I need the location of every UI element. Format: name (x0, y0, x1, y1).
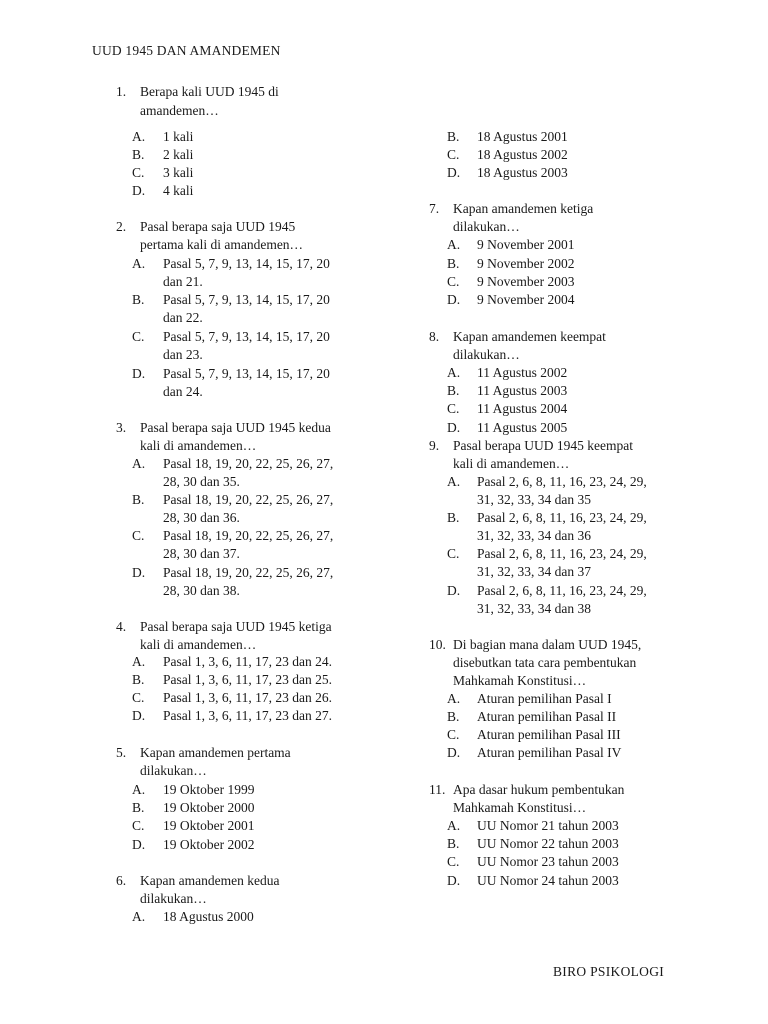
option-text: Pasal 18, 19, 20, 22, 25, 26, 27, (163, 492, 334, 507)
question-number: 8. (429, 329, 440, 344)
question-text: kali di amandemen… (140, 637, 257, 652)
option-text: 9 November 2003 (477, 274, 575, 289)
option-text: 1 kali (163, 129, 194, 144)
question-text: dilakukan… (453, 219, 520, 234)
option-letter: D. (132, 708, 146, 723)
option-text: Pasal 5, 7, 9, 13, 14, 15, 17, 20 (163, 292, 330, 307)
option-text: 31, 32, 33, 34 dan 36 (477, 528, 591, 543)
option-text: dan 22. (163, 310, 203, 325)
document-title: UUD 1945 DAN AMANDEMEN (92, 43, 281, 58)
option-text: Aturan pemilihan Pasal II (477, 709, 617, 724)
option-text: Pasal 18, 19, 20, 22, 25, 26, 27, (163, 528, 334, 543)
question-text: Mahkamah Konstitusi… (453, 800, 587, 815)
option-text: dan 23. (163, 347, 203, 362)
question-number: 7. (429, 201, 440, 216)
option-text: Pasal 2, 6, 8, 11, 16, 23, 24, 29, (477, 546, 647, 561)
option-text: Pasal 1, 3, 6, 11, 17, 23 dan 27. (163, 708, 332, 723)
option-text: 19 Oktober 2000 (163, 800, 255, 815)
option-text: Pasal 1, 3, 6, 11, 17, 23 dan 24. (163, 654, 332, 669)
question-text: Kapan amandemen keempat (453, 329, 606, 344)
option-letter: D. (447, 583, 461, 598)
option-letter: A. (447, 818, 461, 833)
option-letter: C. (447, 546, 460, 561)
option-letter: B. (447, 383, 460, 398)
option-text: 11 Agustus 2005 (477, 420, 568, 435)
question-number: 9. (429, 438, 440, 453)
option-text: 11 Agustus 2003 (477, 383, 568, 398)
option-letter: A. (447, 691, 461, 706)
question-text: kali di amandemen… (453, 456, 570, 471)
option-letter: B. (132, 147, 145, 162)
option-letter: B. (132, 492, 145, 507)
option-letter: D. (132, 183, 146, 198)
option-text: 18 Agustus 2002 (477, 147, 568, 162)
option-text: UU Nomor 23 tahun 2003 (477, 854, 619, 869)
option-text: 18 Agustus 2000 (163, 909, 254, 924)
option-text: Pasal 1, 3, 6, 11, 17, 23 dan 25. (163, 672, 332, 687)
question-text: kali di amandemen… (140, 438, 257, 453)
question-text: Di bagian mana dalam UUD 1945, (453, 637, 642, 652)
option-letter: A. (132, 782, 146, 797)
option-letter: A. (132, 456, 146, 471)
option-letter: B. (132, 292, 145, 307)
option-letter: B. (447, 836, 460, 851)
option-text: 19 Oktober 2002 (163, 837, 255, 852)
option-text: 18 Agustus 2001 (477, 129, 568, 144)
option-text: 11 Agustus 2004 (477, 401, 568, 416)
option-letter: A. (132, 129, 146, 144)
question-text: Kapan amandemen pertama (140, 745, 291, 760)
question-number: 10. (429, 637, 446, 652)
option-text: Pasal 2, 6, 8, 11, 16, 23, 24, 29, (477, 583, 647, 598)
option-letter: D. (132, 565, 146, 580)
option-letter: B. (447, 256, 460, 271)
option-letter: D. (447, 292, 461, 307)
question-number: 2. (116, 219, 127, 234)
option-text: 19 Oktober 1999 (163, 782, 255, 797)
option-letter: D. (447, 745, 461, 760)
option-text: Aturan pemilihan Pasal IV (477, 745, 622, 760)
option-text: 31, 32, 33, 34 dan 35 (477, 492, 591, 507)
option-text: Pasal 18, 19, 20, 22, 25, 26, 27, (163, 456, 334, 471)
option-letter: D. (447, 873, 461, 888)
option-text: dan 21. (163, 274, 203, 289)
option-text: Pasal 2, 6, 8, 11, 16, 23, 24, 29, (477, 474, 647, 489)
question-text: Berapa kali UUD 1945 di (140, 84, 279, 99)
option-text: Pasal 1, 3, 6, 11, 17, 23 dan 26. (163, 690, 332, 705)
option-text: Pasal 5, 7, 9, 13, 14, 15, 17, 20 (163, 366, 330, 381)
question-text: Pasal berapa saja UUD 1945 kedua (140, 420, 331, 435)
option-letter: B. (132, 800, 145, 815)
question-number: 4. (116, 619, 127, 634)
question-text: Kapan amandemen kedua (140, 873, 280, 888)
option-text: Pasal 18, 19, 20, 22, 25, 26, 27, (163, 565, 334, 580)
option-text: 11 Agustus 2002 (477, 365, 568, 380)
option-text: 31, 32, 33, 34 dan 38 (477, 601, 591, 616)
option-text: Pasal 2, 6, 8, 11, 16, 23, 24, 29, (477, 510, 647, 525)
option-letter: A. (132, 256, 146, 271)
option-letter: C. (132, 690, 145, 705)
option-text: 9 November 2004 (477, 292, 575, 307)
option-letter: A. (447, 237, 461, 252)
option-letter: D. (447, 420, 461, 435)
option-letter: C. (447, 401, 460, 416)
option-letter: C. (132, 818, 145, 833)
option-text: Pasal 5, 7, 9, 13, 14, 15, 17, 20 (163, 329, 330, 344)
option-text: Aturan pemilihan Pasal I (477, 691, 612, 706)
option-letter: C. (132, 528, 145, 543)
question-text: amandemen… (140, 103, 219, 118)
option-text: UU Nomor 22 tahun 2003 (477, 836, 619, 851)
option-letter: A. (132, 654, 146, 669)
option-letter: C. (132, 329, 145, 344)
option-text: Aturan pemilihan Pasal III (477, 727, 621, 742)
option-letter: B. (447, 510, 460, 525)
question-text: disebutkan tata cara pembentukan (453, 655, 637, 670)
option-text: dan 24. (163, 384, 203, 399)
question-number: 5. (116, 745, 127, 760)
option-text: 2 kali (163, 147, 194, 162)
option-letter: A. (447, 365, 461, 380)
option-text: 28, 30 dan 38. (163, 583, 240, 598)
question-text: Mahkamah Konstitusi… (453, 673, 587, 688)
question-text: Apa dasar hukum pembentukan (453, 782, 625, 797)
option-text: 9 November 2002 (477, 256, 575, 271)
option-letter: C. (447, 147, 460, 162)
option-text: 18 Agustus 2003 (477, 165, 568, 180)
question-text: dilakukan… (453, 347, 520, 362)
option-text: 19 Oktober 2001 (163, 818, 255, 833)
footer-label: BIRO PSIKOLOGI (553, 964, 665, 979)
option-letter: C. (447, 274, 460, 289)
option-text: 4 kali (163, 183, 194, 198)
option-text: 31, 32, 33, 34 dan 37 (477, 564, 591, 579)
option-letter: C. (132, 165, 145, 180)
option-text: 28, 30 dan 36. (163, 510, 240, 525)
question-text: dilakukan… (140, 763, 207, 778)
option-letter: D. (132, 837, 146, 852)
option-letter: C. (447, 854, 460, 869)
option-text: 28, 30 dan 37. (163, 546, 240, 561)
option-letter: B. (447, 129, 460, 144)
option-letter: C. (447, 727, 460, 742)
option-text: 28, 30 dan 35. (163, 474, 240, 489)
option-text: Pasal 5, 7, 9, 13, 14, 15, 17, 20 (163, 256, 330, 271)
option-text: UU Nomor 21 tahun 2003 (477, 818, 619, 833)
option-text: UU Nomor 24 tahun 2003 (477, 873, 619, 888)
option-letter: A. (132, 909, 146, 924)
question-number: 11. (429, 782, 446, 797)
option-letter: B. (132, 672, 145, 687)
question-text: Pasal berapa UUD 1945 keempat (453, 438, 633, 453)
question-text: Pasal berapa saja UUD 1945 (140, 219, 296, 234)
question-text: Kapan amandemen ketiga (453, 201, 594, 216)
question-text: Pasal berapa saja UUD 1945 ketiga (140, 619, 332, 634)
option-letter: B. (447, 709, 460, 724)
question-number: 1. (116, 84, 127, 99)
question-text: pertama kali di amandemen… (140, 237, 304, 252)
question-number: 3. (116, 420, 127, 435)
question-number: 6. (116, 873, 127, 888)
question-text: dilakukan… (140, 891, 207, 906)
option-letter: D. (132, 366, 146, 381)
option-text: 3 kali (163, 165, 194, 180)
option-letter: A. (447, 474, 461, 489)
option-letter: D. (447, 165, 461, 180)
option-text: 9 November 2001 (477, 237, 575, 252)
